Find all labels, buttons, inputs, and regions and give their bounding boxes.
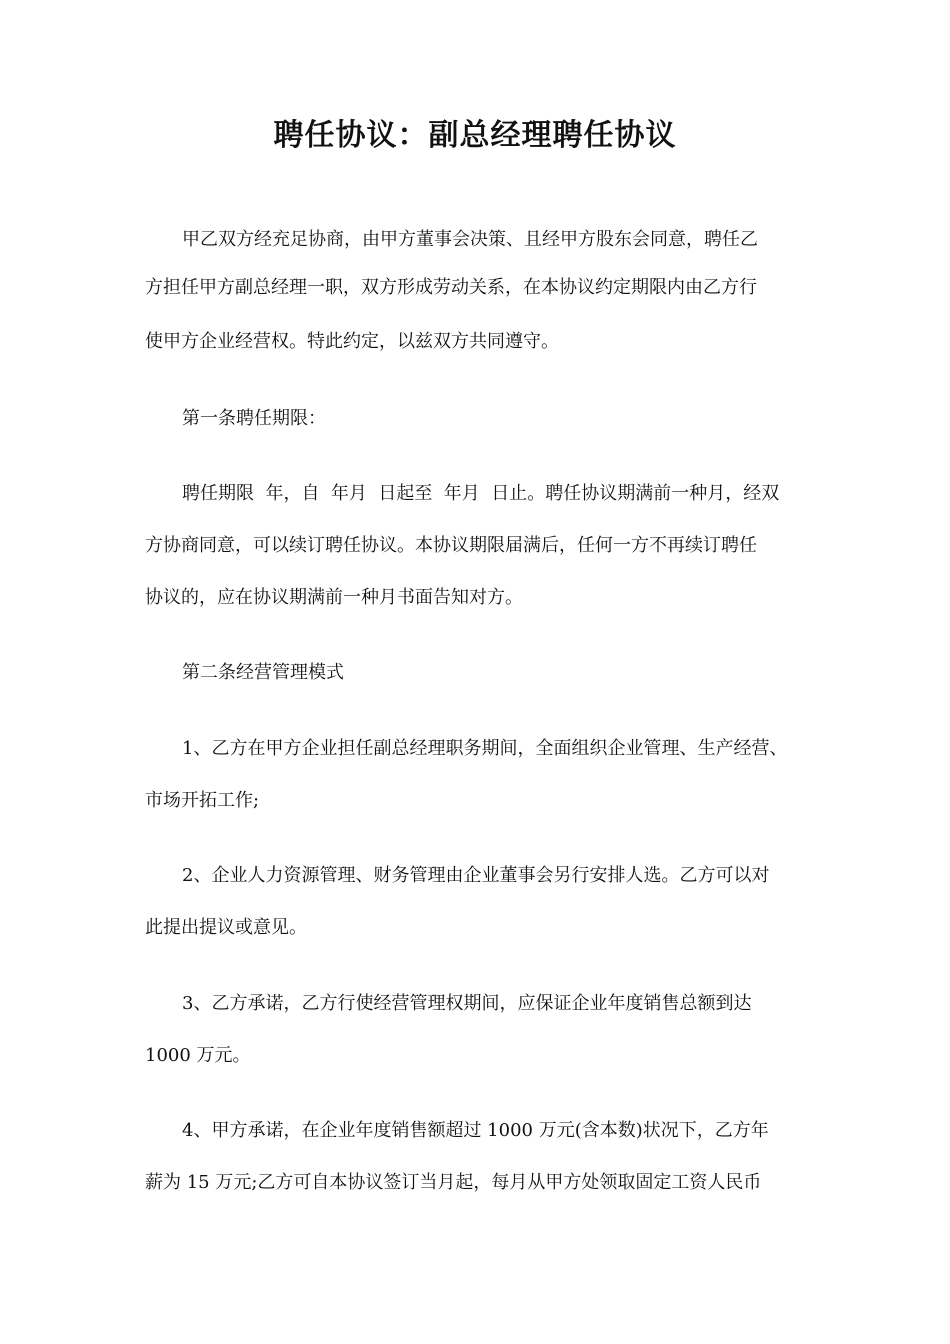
paragraph-line: 4、甲方承诺，在企业年度销售额超过 1000 万元(含本数)状况下，乙方年 (182, 1120, 769, 1141)
paragraph-line: 协议的，应在协议期满前一种月书面告知对方。 (145, 587, 523, 608)
paragraph-line: 1000 万元。 (145, 1045, 251, 1066)
paragraph-line: 方协商同意，可以续订聘任协议。本协议期限届满后，任何一方不再续订聘任 (145, 535, 757, 556)
paragraph-line: 2、企业人力资源管理、财务管理由企业董事会另行安排人选。乙方可以对 (182, 865, 770, 886)
paragraph-line: 甲乙双方经充足协商，由甲方董事会决策、且经甲方股东会同意，聘任乙 (182, 229, 758, 250)
section-heading: 第一条聘任期限： (182, 408, 326, 429)
paragraph-line: 1、乙方在甲方企业担任副总经理职务期间，全面组织企业管理、生产经营、 (182, 738, 788, 759)
paragraph-line: 此提出提议或意见。 (145, 917, 307, 938)
paragraph-line: 薪为 15 万元;乙方可自本协议签订当月起，每月从甲方处领取固定工资人民币 (145, 1172, 762, 1193)
section-heading: 第二条经营管理模式 (182, 662, 344, 683)
document-title: 聘任协议：副总经理聘任协议 (273, 118, 677, 153)
paragraph-line: 方担任甲方副总经理一职，双方形成劳动关系，在本协议约定期限内由乙方行 (145, 277, 757, 298)
paragraph-line: 3、乙方承诺，乙方行使经营管理权期间，应保证企业年度销售总额到达 (182, 993, 752, 1014)
paragraph-line: 聘任期限 年，自 年月 日起至 年月 日止。聘任协议期满前一种月，经双 (182, 483, 780, 504)
paragraph-line: 使甲方企业经营权。特此约定，以兹双方共同遵守。 (145, 331, 559, 352)
paragraph-line: 市场开拓工作; (145, 790, 260, 811)
